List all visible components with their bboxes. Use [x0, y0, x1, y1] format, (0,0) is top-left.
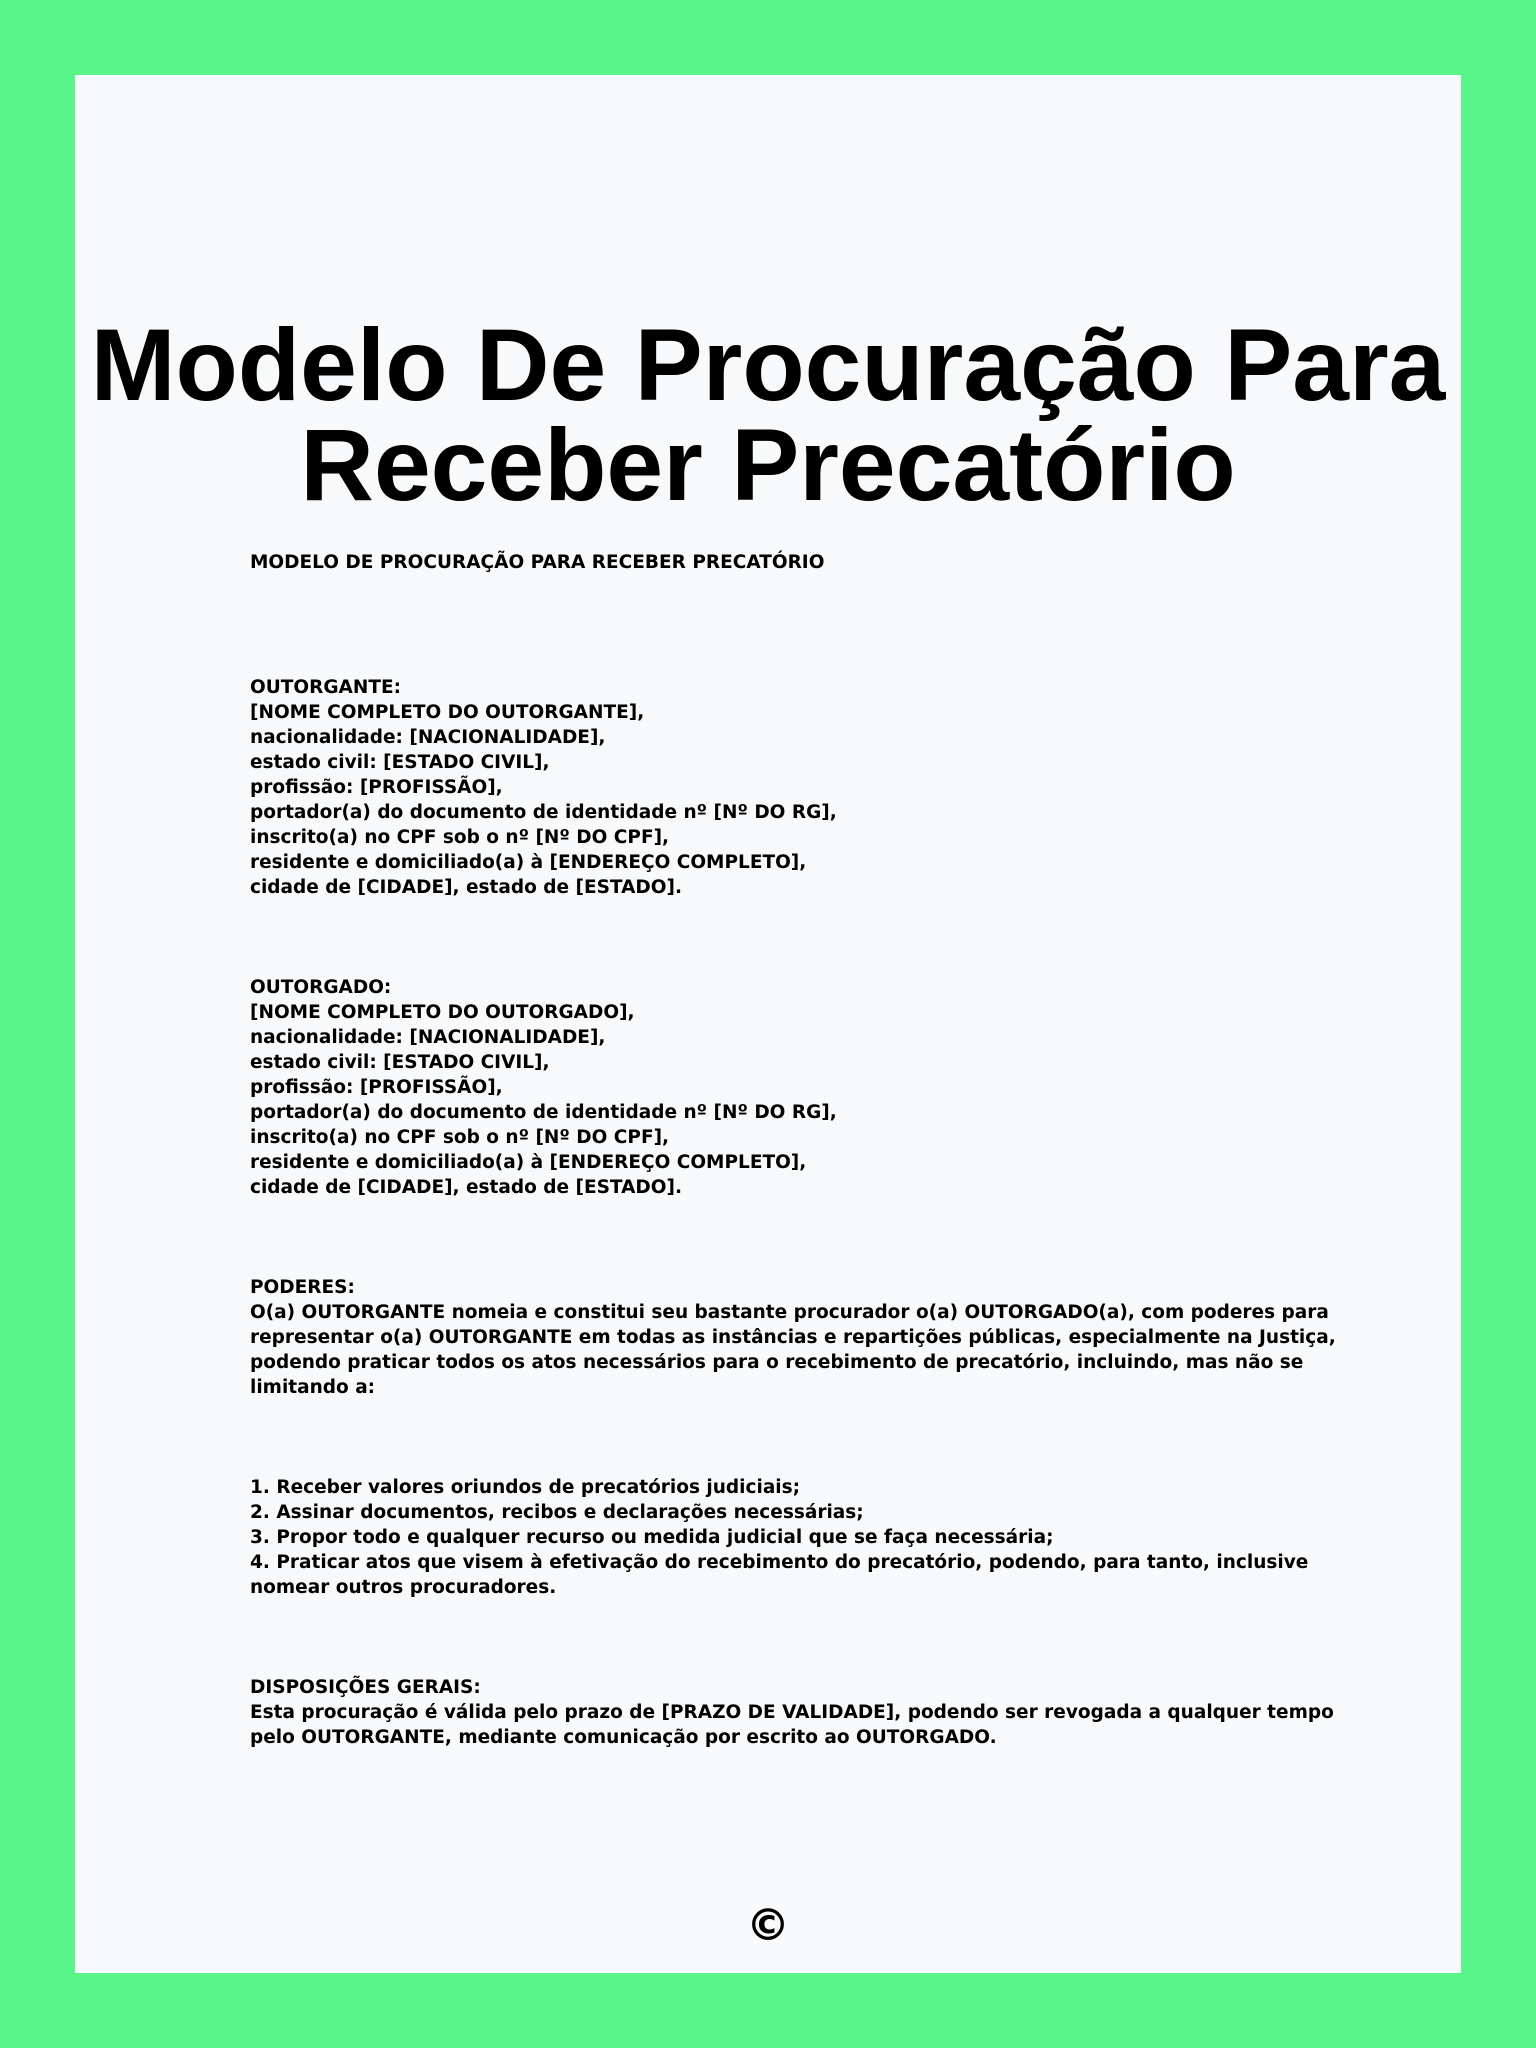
outorgado-address: residente e domiciliado(a) à [ENDEREÇO COMPLETO],: [250, 1152, 807, 1173]
outorgado-section: [250, 975, 1330, 1200]
spacer: [250, 900, 1330, 975]
outorgante-nationality: nacionalidade: [NACIONALIDADE],: [250, 727, 606, 748]
powers-list: [250, 1475, 1330, 1600]
spacer: [250, 1400, 1330, 1475]
outorgante-name: [NOME COMPLETO DO OUTORGANTE],: [250, 702, 645, 723]
outorgante-civil-status: estado civil: [ESTADO CIVIL],: [250, 752, 550, 773]
disposicoes-label: DISPOSIÇÕES GERAIS:: [250, 1677, 481, 1698]
outorgado-cpf: inscrito(a) no CPF sob o nº [Nº DO CPF],: [250, 1127, 670, 1148]
outorgante-profession: profissão: [PROFISSÃO],: [250, 777, 503, 798]
disposicoes-text-line: pelo OUTORGANTE, mediante comunicação por escrito ao OUTORGADO.: [250, 1727, 997, 1748]
outorgante-label: OUTORGANTE:: [250, 677, 401, 698]
disposicoes-text-line: Esta procuração é válida pelo prazo de [PRAZO DE VALIDADE], podendo ser revogada a qualquer tempo: [250, 1702, 1334, 1723]
outorgado-profession: profissão: [PROFISSÃO],: [250, 1077, 503, 1098]
poderes-text-line: limitando a:: [250, 1377, 376, 1398]
document-heading: MODELO DE PROCURAÇÃO PARA RECEBER PRECATÓRIO: [250, 552, 825, 573]
outorgante-city: cidade de [CIDADE], estado de [ESTADO].: [250, 877, 682, 898]
page-title: [75, 308, 1461, 522]
poderes-section: [250, 1275, 1336, 1400]
outorgado-label: OUTORGADO:: [250, 977, 392, 998]
outorgado-civil-status: estado civil: [ESTADO CIVIL],: [250, 1052, 550, 1073]
outorgante-rg: portador(a) do documento de identidade nº [Nº DO RG],: [250, 802, 837, 823]
document-page: [75, 75, 1461, 1973]
list-item: 4. Praticar atos que visem à efetivação do recebimento do precatório, podendo, para tanto, inclusive: [250, 1552, 1309, 1573]
outorgado-city: cidade de [CIDADE], estado de [ESTADO].: [250, 1177, 682, 1198]
spacer: [250, 1600, 1330, 1675]
list-item-continuation: nomear outros procuradores.: [250, 1577, 557, 1598]
outorgante-cpf: inscrito(a) no CPF sob o nº [Nº DO CPF],: [250, 827, 670, 848]
outorgante-section: [250, 675, 1330, 900]
disposicoes-section: [250, 1675, 1334, 1750]
document-body: [250, 550, 1336, 1750]
poderes-label: PODERES:: [250, 1277, 355, 1298]
list-item: 1. Receber valores oriundos de precatórios judiciais;: [250, 1477, 801, 1498]
outorgado-nationality: nacionalidade: [NACIONALIDADE],: [250, 1027, 606, 1048]
spacer: [250, 1200, 1330, 1275]
spacer: [250, 575, 1330, 675]
poderes-text-line: representar o(a) OUTORGANTE em todas as instâncias e repartições públicas, especialmente na Justiça,: [250, 1327, 1336, 1348]
poderes-text-line: podendo praticar todos os atos necessários para o recebimento de precatório, incluindo, mas não se: [250, 1352, 1304, 1373]
list-item: 3. Propor todo e qualquer recurso ou medida judicial que se faça necessária;: [250, 1527, 1054, 1548]
title-line-2: Receber Precatório: [300, 408, 1236, 522]
outorgado-name: [NOME COMPLETO DO OUTORGADO],: [250, 1002, 635, 1023]
copyright-icon: ©: [746, 1900, 790, 1951]
outorgante-address: residente e domiciliado(a) à [ENDEREÇO COMPLETO],: [250, 852, 807, 873]
outorgado-rg: portador(a) do documento de identidade nº [Nº DO RG],: [250, 1102, 837, 1123]
list-item: 2. Assinar documentos, recibos e declarações necessárias;: [250, 1502, 864, 1523]
title-line-1: Modelo De Procuração Para: [90, 308, 1446, 422]
poderes-text-line: O(a) OUTORGANTE nomeia e constitui seu bastante procurador o(a) OUTORGADO(a), com poderes para: [250, 1302, 1329, 1323]
